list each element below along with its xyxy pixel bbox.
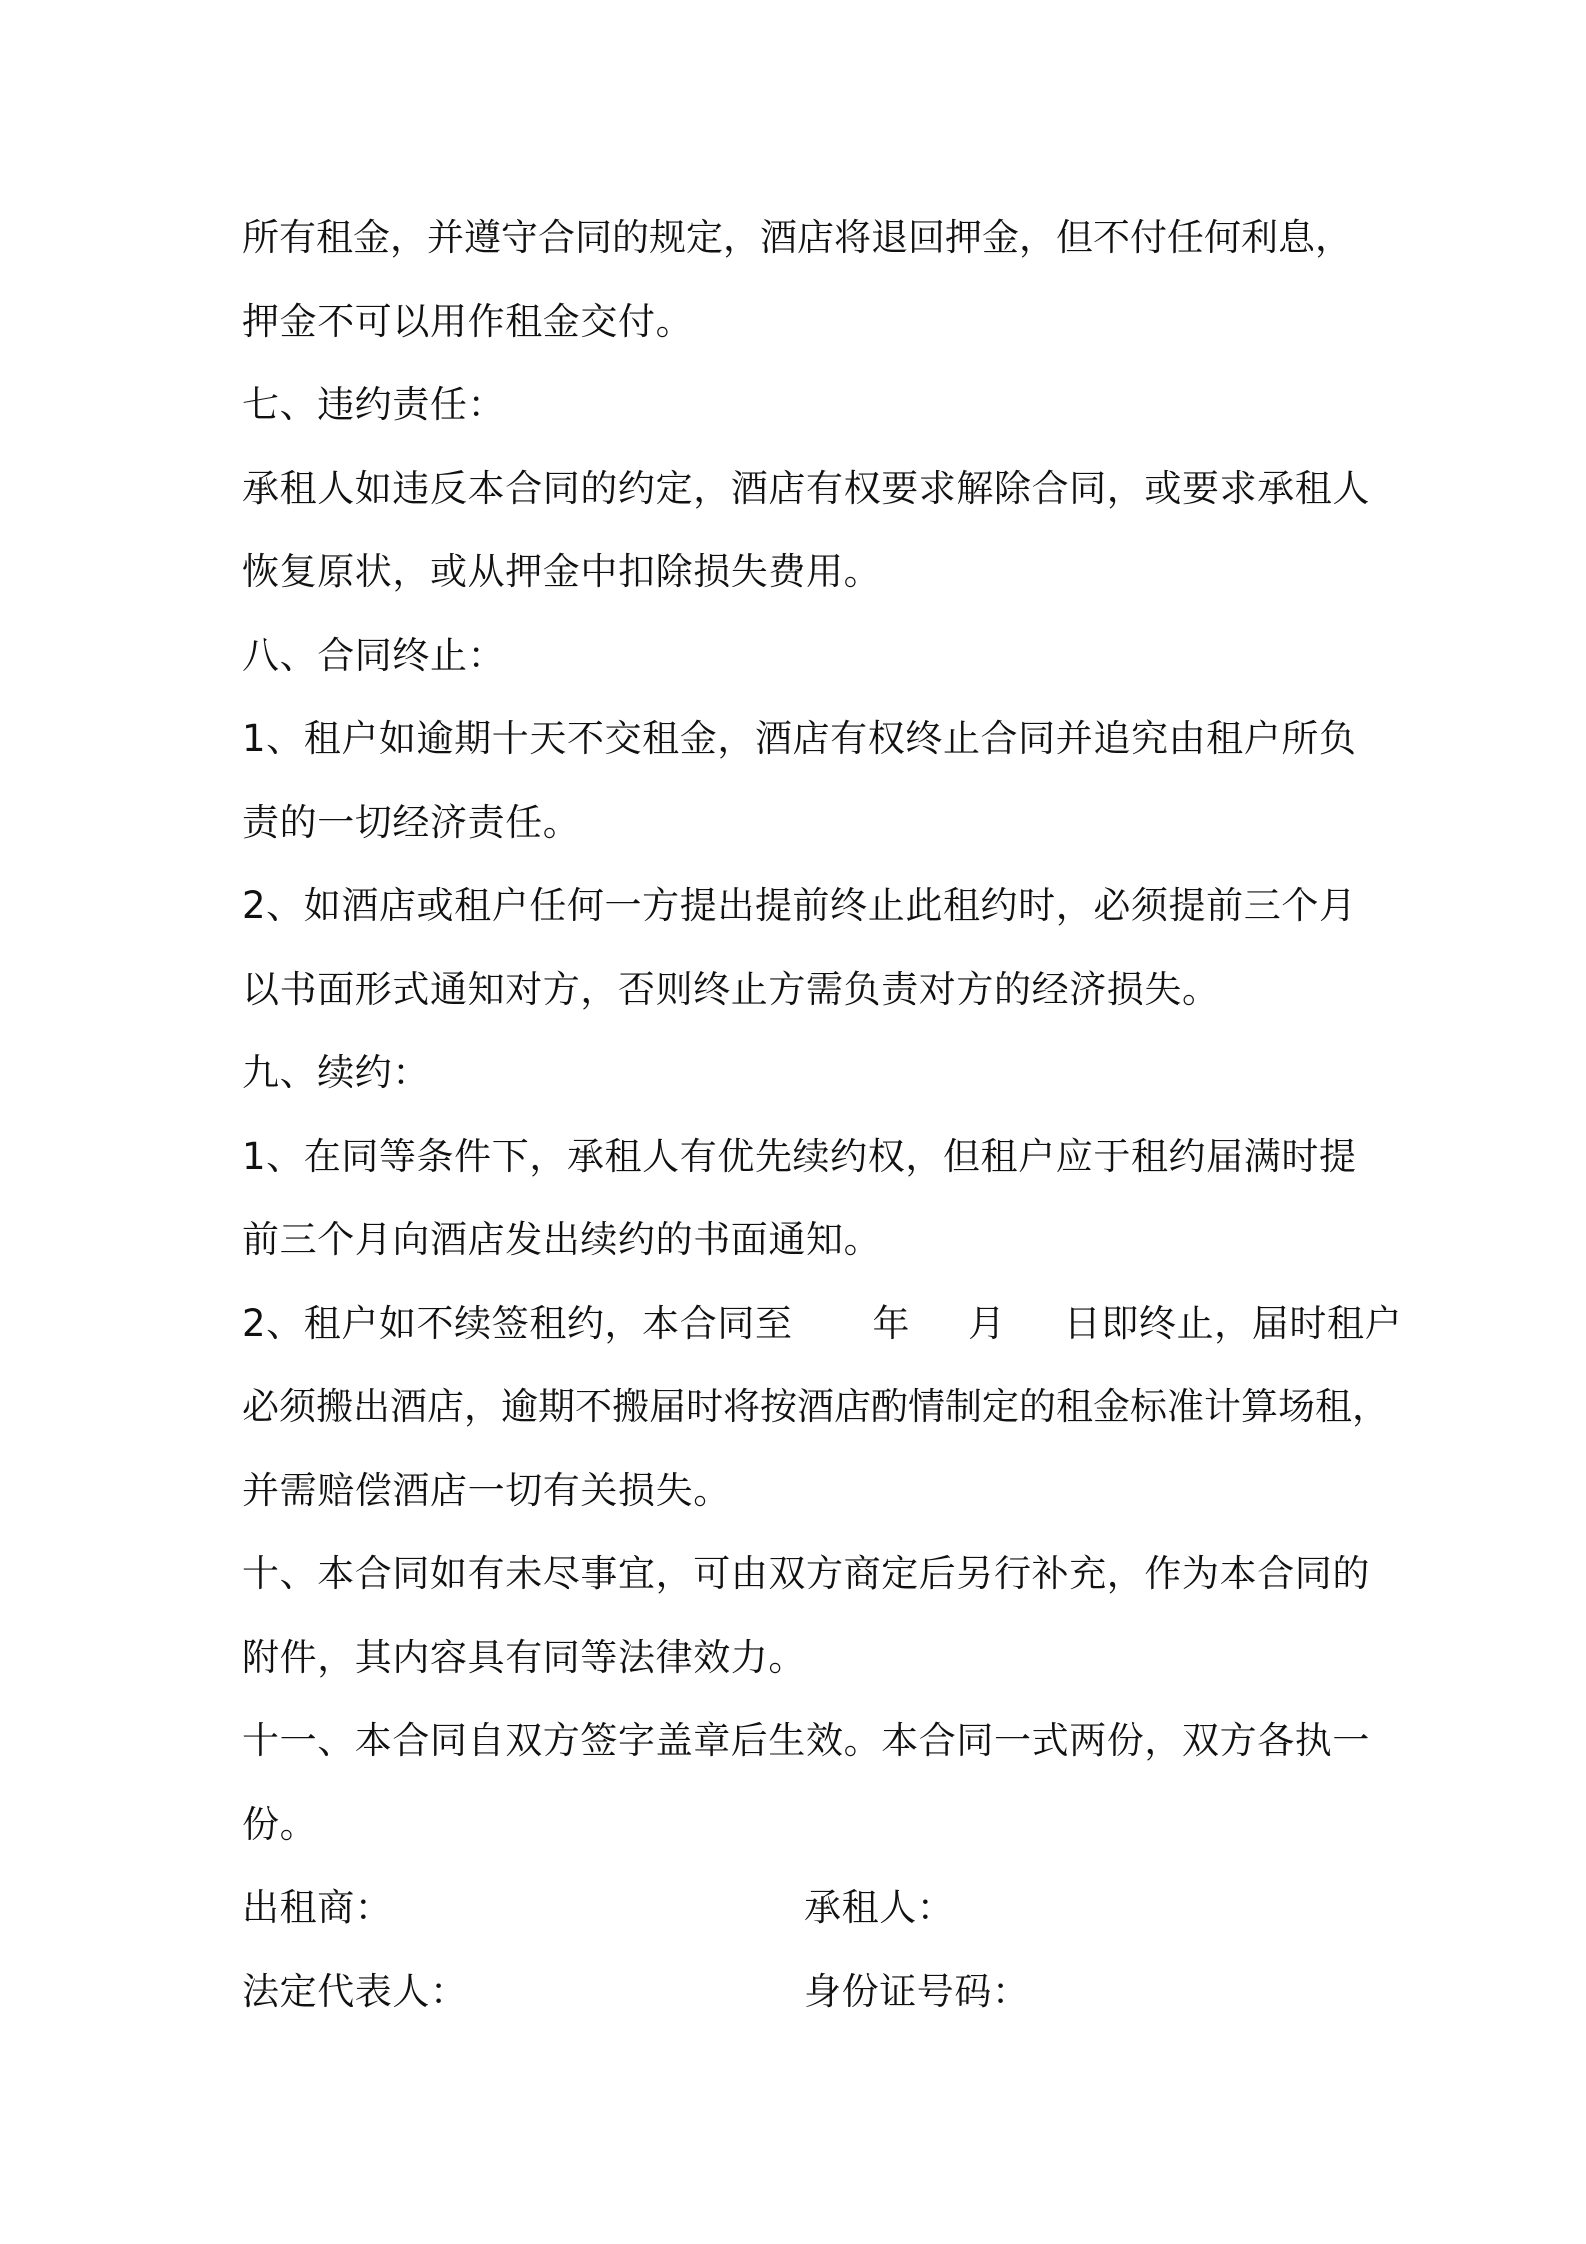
signature-row-1 (242, 1866, 1382, 1950)
document-body (242, 196, 1403, 2033)
text-line: 恢复原状，或从押金中扣除损失费用。 (242, 550, 882, 593)
text-line: 必须搬出酒店，逾期不搬届时将按酒店酌情制定的租金标准计算场租， (242, 1385, 1389, 1428)
renewal-date-line (242, 1282, 1403, 1366)
text-line: 2、如酒店或租户任何一方提出提前终止此租约时，必须提前三个月 (242, 884, 1357, 927)
text-line: 并需赔偿酒店一切有关损失。 (242, 1468, 731, 1512)
date-line-prefix: 2、租户如不续签租约，本合同至 (242, 1301, 793, 1345)
text-line: 以书面形式通知对方，否则终止方需负责对方的经济损失。 (242, 967, 1220, 1011)
text-line: 十一、本合同自双方签字盖章后生效。本合同一式两份，双方各执一 (242, 1719, 1370, 1762)
text-line: 1、租户如逾期十天不交租金，酒店有权终止合同并追究由租户所负 (242, 717, 1357, 760)
lessor-label: 出租商： (242, 1886, 393, 1929)
section-heading: 七、违约责任： (242, 383, 506, 426)
text-line: 1、在同等条件下，承租人有优先续约权，但租户应于租约届满时提 (242, 1134, 1357, 1178)
text-line: 押金不可以用作租金交付。 (242, 299, 694, 343)
month-label: 月 (968, 1301, 1006, 1345)
signature-row-2 (242, 1950, 1382, 2034)
text-line: 份。 (242, 1802, 318, 1846)
lessee-label: 承租人： (804, 1886, 955, 1929)
text-line: 承租人如违反本合同的约定，酒店有权要求解除合同，或要求承租人 (242, 466, 1370, 510)
date-line-suffix: 日即终止，届时租户 (1063, 1301, 1403, 1345)
section-heading: 九、续约： (242, 1051, 430, 1094)
text-line: 十、本合同如有未尽事宜，可由双方商定后另行补充，作为本合同的 (242, 1552, 1370, 1595)
legal-rep-label: 法定代表人： (242, 1969, 468, 2013)
text-line: 所有租金，并遵守合同的规定，酒店将退回押金，但不付任何利息， (242, 216, 1352, 259)
text-line: 附件，其内容具有同等法律效力。 (242, 1635, 806, 1679)
id-number-label: 身份证号码： (804, 1969, 1030, 2013)
year-label: 年 (872, 1301, 911, 1345)
text-line: 前三个月向酒店发出续约的书面通知。 (242, 1218, 882, 1261)
text-line: 责的一切经济责任。 (242, 800, 581, 844)
section-heading: 八、合同终止： (242, 633, 506, 677)
